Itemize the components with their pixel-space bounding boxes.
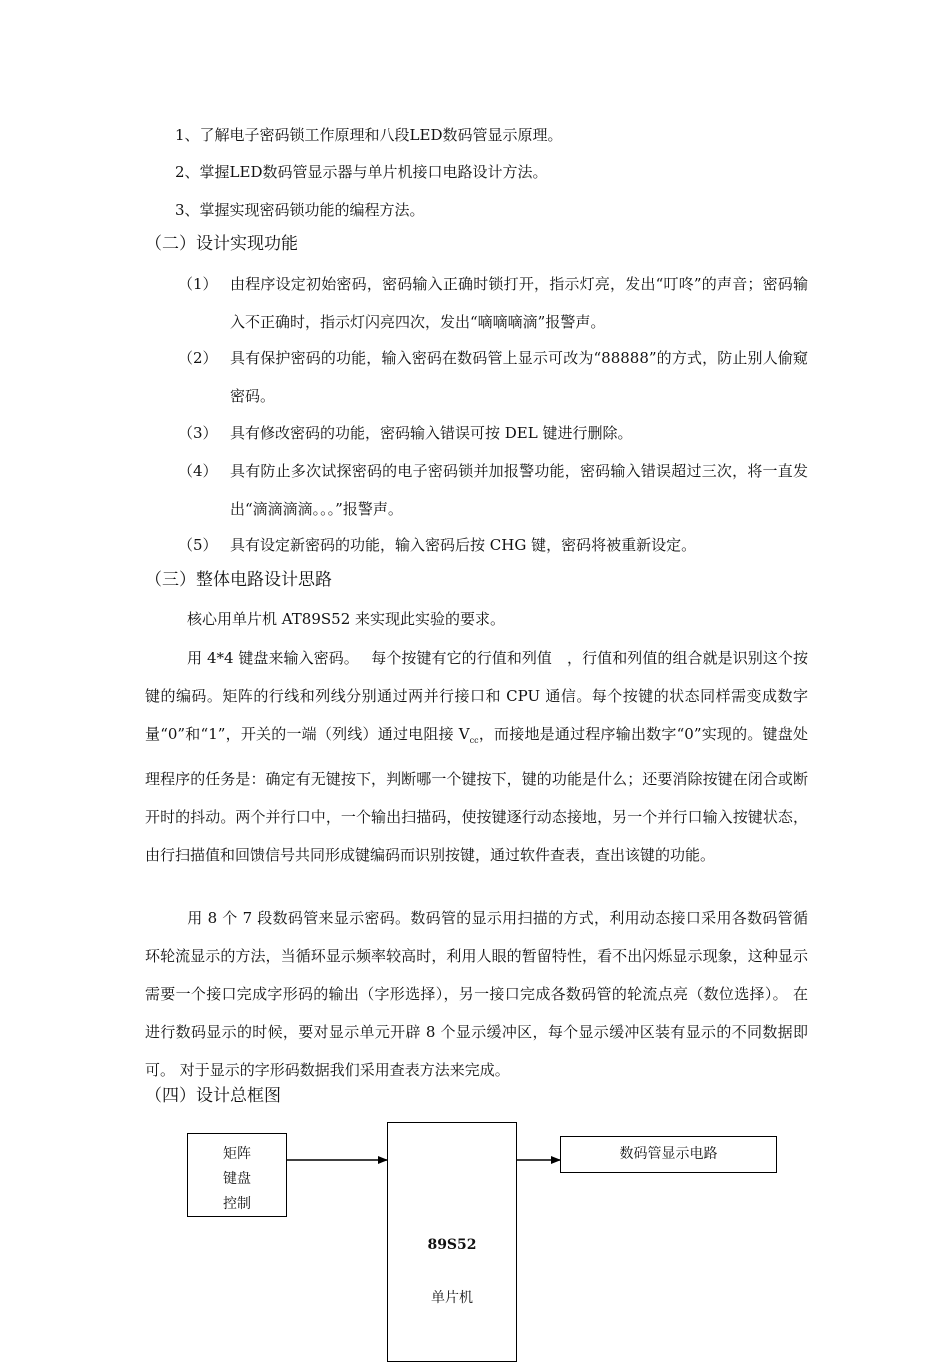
keyboard-label-line-1: 矩阵 xyxy=(223,1146,251,1162)
objective-1: 1、了解电子密码锁工作原理和八段LED数码管显示原理。 xyxy=(175,126,563,144)
function-item: 由程序设定初始密码，密码输入正确时锁打开，指示灯亮，发出“叮咚”的声音；密码输入不正确时，指示灯闪亮四次，发出“嘀嘀嘀滴”报警声。 xyxy=(230,275,808,331)
keyboard-label-line-2: 键盘 xyxy=(223,1171,251,1187)
item-number: （3） xyxy=(178,424,218,442)
section-heading-functions: （二）设计实现功能 xyxy=(145,234,298,254)
paragraph-keyboard-text-1: 用 4*4 键盘来输入密码。 每个按键有它的行值和列值 ，行值和列值的组合就是识别这个按键的编码。矩阵的行线和列线分别通过两并行接口和 CPU 通信。每个按键的状态同样需变成数字量“0”和“1”，开关的一端（列线）通过电阻接 V xyxy=(145,649,808,743)
item-number: （5） xyxy=(178,536,218,554)
item-number: （1） xyxy=(178,275,218,293)
section-heading-circuit: （三）整体电路设计思路 xyxy=(145,570,332,590)
keyboard-label-line-3: 控制 xyxy=(223,1196,251,1212)
function-item: 具有防止多次试探密码的电子密码锁并加报警功能，密码输入错误超过三次，将一直发出“滴滴滴滴。。。”报警声。 xyxy=(230,462,808,518)
function-item: 具有设定新密码的功能，输入密码后按 CHG 键，密码将被重新设定。 xyxy=(230,536,697,554)
display-circuit-block xyxy=(560,1136,777,1173)
paragraph-core: 核心用单片机 AT89S52 来实现此实验的要求。 xyxy=(187,610,506,628)
mcu-block xyxy=(387,1122,517,1362)
keyboard-control-block xyxy=(187,1133,287,1217)
paragraph-keyboard-text-2: ，而接地是通过程序输出数字“0”实现的。键盘处理程序的任务是：确定有无键按下，判断哪一个键按下，键的功能是什么；还要消除按键在闭合或断开时的抖动。两个并行口中，一个输出扫描码，使按键逐行动态接地，另一个并行口输入按键状态，由行扫描值和回馈信号共同形成键编码而识别按键，通过软件查表，查出该键的功能。 xyxy=(145,725,808,864)
mcu-label: 单片机 xyxy=(431,1290,473,1306)
function-item: 具有修改密码的功能，密码输入错误可按 DEL 键进行删除。 xyxy=(230,424,633,442)
display-circuit-label: 数码管显示电路 xyxy=(619,1146,718,1162)
function-item: 具有保护密码的功能，输入密码在数码管上显示可改为“88888”的方式，防止别人偷窥密码。 xyxy=(230,349,808,405)
mcu-model-label: 89S52 xyxy=(427,1237,477,1253)
paragraph-display-text: 用 8 个 7 段数码管来显示密码。数码管的显示用扫描的方式，利用动态接口采用各数码管循环轮流显示的方法，当循环显示频率较高时，利用人眼的暂留特性，看不出闪烁显示现象，这种显示需要一个接口完成字形码的输出（字形选择），另一接口完成各数码管的轮流点亮（数位选择）。 在进行数码显示的时候，要对显示单元开辟 8 个显示缓冲区，每个显示缓冲区装有显示的不同数据即可。 对于显示的字形码数据我们采用查表方法来完成。 xyxy=(145,909,808,1079)
item-number: （4） xyxy=(178,462,218,480)
objective-2: 2、掌握LED数码管显示器与单片机接口电路设计方法。 xyxy=(175,163,548,181)
objective-3: 3、掌握实现密码锁功能的编程方法。 xyxy=(175,201,425,219)
item-number: （2） xyxy=(178,349,218,367)
vcc-subscript: cc xyxy=(469,736,479,745)
section-heading-block-diagram: （四）设计总框图 xyxy=(145,1086,281,1106)
